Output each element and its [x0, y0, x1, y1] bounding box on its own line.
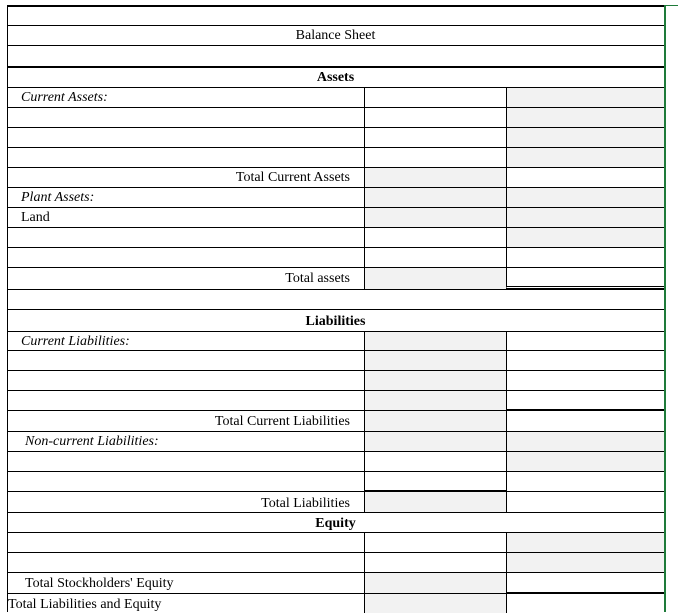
entry-label-cell[interactable] — [7, 472, 364, 491]
total-cell[interactable] — [506, 553, 664, 572]
total-cell[interactable] — [506, 108, 664, 127]
amount-cell[interactable] — [364, 268, 506, 289]
blank-cell[interactable] — [7, 290, 664, 309]
total-current-liabilities-label[interactable]: Total Current Liabilities — [214, 414, 350, 429]
total-stockholders-equity-label[interactable]: Total Stockholders' Equity — [25, 576, 174, 591]
blank-cell[interactable] — [7, 46, 664, 66]
blank-row — [7, 289, 664, 309]
title-row — [7, 25, 664, 45]
blank-row — [7, 45, 664, 66]
amount-cell[interactable] — [364, 228, 506, 247]
total-cell[interactable] — [506, 248, 664, 267]
amount-cell[interactable] — [364, 128, 506, 147]
amount-cell[interactable] — [364, 411, 506, 431]
total-cell[interactable] — [506, 533, 664, 552]
amount-cell[interactable] — [364, 168, 506, 187]
amount-cell[interactable] — [364, 108, 506, 127]
current-liability-entry-row — [7, 370, 664, 390]
total-cell[interactable] — [506, 128, 664, 147]
land-row — [7, 207, 664, 227]
amount-cell[interactable] — [364, 492, 506, 512]
total-cell[interactable] — [506, 88, 664, 107]
amount-cell[interactable] — [364, 594, 506, 613]
selection-edge — [664, 5, 666, 612]
entry-label-cell[interactable] — [7, 108, 364, 127]
total-assets-row — [7, 267, 664, 289]
total-liabilities-row — [7, 491, 664, 512]
blank-row — [7, 5, 664, 25]
equity-header-row — [7, 512, 664, 532]
amount-cell[interactable] — [364, 351, 506, 370]
amount-cell[interactable] — [364, 391, 506, 410]
liabilities-header[interactable]: Liabilities — [305, 314, 366, 329]
plant-assets-label[interactable]: Plant Assets: — [21, 190, 95, 205]
amount-cell[interactable] — [364, 332, 506, 350]
amount-cell[interactable] — [364, 148, 506, 167]
total-current-liabilities-value[interactable] — [506, 411, 664, 431]
current-liability-entry-row — [7, 350, 664, 370]
plant-asset-entry-row — [7, 227, 664, 247]
amount-cell[interactable] — [364, 432, 506, 451]
entry-label-cell[interactable] — [7, 371, 364, 390]
liabilities-header-row — [7, 309, 664, 331]
total-liabilities-equity-row — [7, 593, 664, 613]
sheet-left-border — [7, 5, 8, 612]
equity-entry-row — [7, 552, 664, 572]
current-liabilities-label[interactable]: Current Liabilities: — [21, 334, 130, 349]
amount-cell[interactable] — [364, 573, 506, 593]
selection-edge-tick — [664, 5, 678, 6]
total-cell[interactable] — [506, 391, 664, 410]
total-cell[interactable] — [506, 228, 664, 247]
balance-sheet-grid — [7, 5, 665, 613]
total-liabilities-equity-label[interactable]: Total Liabilities and Equity — [8, 597, 162, 612]
current-liabilities-row — [7, 331, 664, 350]
noncurrent-liability-entry-row — [7, 471, 664, 491]
land-label[interactable]: Land — [21, 210, 50, 225]
total-liabilities-equity-value[interactable] — [506, 594, 664, 613]
total-assets-label[interactable]: Total assets — [285, 271, 350, 286]
amount-cell[interactable] — [364, 88, 506, 107]
total-stockholders-equity-value[interactable] — [506, 573, 664, 593]
noncurrent-liabilities-label[interactable]: Non-current Liabilities: — [25, 434, 159, 449]
land-amount[interactable] — [364, 208, 506, 227]
amount-cell[interactable] — [364, 371, 506, 390]
entry-label-cell[interactable] — [7, 148, 364, 167]
total-cell[interactable] — [506, 188, 664, 207]
noncurrent-liabilities-row — [7, 431, 664, 451]
sheet-top-border — [7, 5, 665, 7]
amount-cell[interactable] — [364, 188, 506, 207]
equity-entry-row — [7, 532, 664, 552]
amount-cell[interactable] — [364, 553, 506, 572]
entry-label-cell[interactable] — [7, 452, 364, 471]
amount-cell[interactable] — [364, 533, 506, 552]
amount-cell[interactable] — [364, 472, 506, 491]
current-assets-label[interactable]: Current Assets: — [21, 90, 108, 105]
entry-label-cell[interactable] — [7, 128, 364, 147]
equity-header[interactable]: Equity — [315, 516, 356, 531]
total-cell[interactable] — [506, 452, 664, 471]
plant-asset-entry-row — [7, 247, 664, 267]
total-cell[interactable] — [506, 148, 664, 167]
total-liabilities-label[interactable]: Total Liabilities — [261, 496, 350, 511]
total-liabilities-value[interactable] — [506, 492, 664, 512]
total-assets-value[interactable] — [506, 267, 664, 289]
entry-label-cell[interactable] — [7, 248, 364, 267]
total-cell[interactable] — [506, 332, 664, 350]
total-current-assets-label[interactable]: Total Current Assets — [235, 170, 350, 185]
current-asset-entry-row — [7, 107, 664, 127]
sheet-title[interactable]: Balance Sheet — [295, 28, 376, 43]
noncurrent-liability-entry-row — [7, 451, 664, 471]
current-liability-entry-row — [7, 390, 664, 410]
assets-header[interactable]: Assets — [316, 70, 355, 85]
current-asset-entry-row — [7, 147, 664, 167]
current-assets-row — [7, 87, 664, 107]
plant-assets-row — [7, 187, 664, 207]
total-cell[interactable] — [506, 432, 664, 451]
amount-cell[interactable] — [364, 452, 506, 471]
entry-label-cell[interactable] — [7, 351, 364, 370]
assets-header-row — [7, 66, 664, 87]
total-cell[interactable] — [506, 208, 664, 227]
entry-label-cell[interactable] — [7, 553, 364, 572]
entry-label-cell[interactable] — [7, 533, 364, 552]
total-current-assets-row — [7, 167, 664, 187]
entry-label-cell[interactable] — [7, 228, 364, 247]
total-stockholders-equity-row — [7, 572, 664, 593]
total-cell[interactable] — [506, 371, 664, 390]
entry-label-cell[interactable] — [7, 391, 364, 410]
total-current-liabilities-row — [7, 410, 664, 431]
total-cell[interactable] — [506, 351, 664, 370]
current-asset-entry-row — [7, 127, 664, 147]
total-cell[interactable] — [506, 472, 664, 491]
total-current-assets-value[interactable] — [506, 168, 664, 187]
blank-cell[interactable] — [7, 6, 664, 25]
amount-cell[interactable] — [364, 248, 506, 267]
